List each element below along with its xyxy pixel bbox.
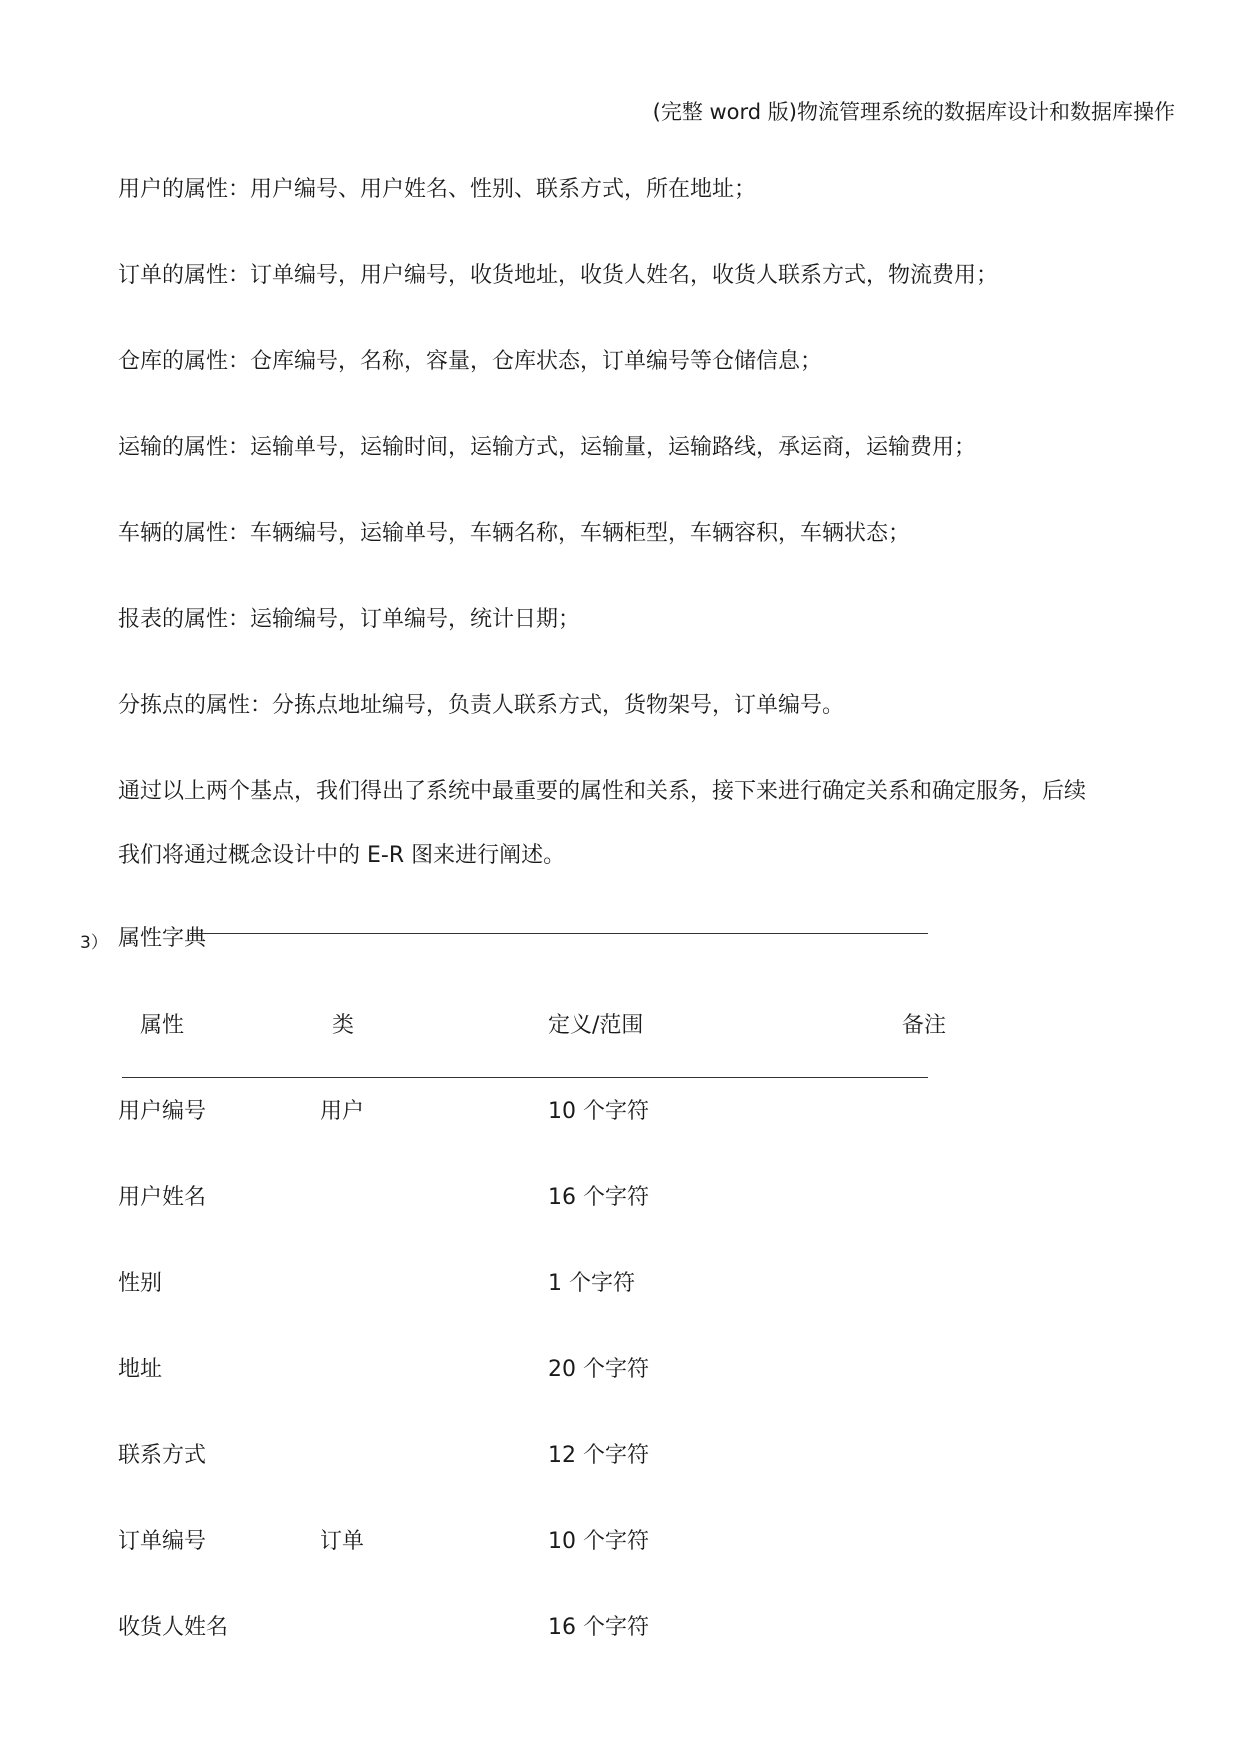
table-header-rule <box>122 1077 928 1078</box>
table-header-attribute: 属性 <box>140 1013 185 1038</box>
section-number: 3） <box>80 933 108 953</box>
table-cell-definition: 12 个字符 <box>548 1443 649 1468</box>
table-cell-definition: 20 个字符 <box>548 1357 649 1382</box>
table-cell-definition: 10 个字符 <box>548 1529 649 1554</box>
table-header-definition: 定义/范围 <box>548 1013 644 1038</box>
table-cell-attribute: 收货人姓名 <box>118 1615 229 1640</box>
table-cell-definition: 16 个字符 <box>548 1615 649 1640</box>
table-cell-definition: 16 个字符 <box>548 1185 649 1210</box>
table-cell-definition: 1 个字符 <box>548 1271 635 1296</box>
table-cell-class: 用户 <box>320 1099 365 1124</box>
table-cell-definition: 10 个字符 <box>548 1099 649 1124</box>
paragraph-vehicle-attributes: 车辆的属性：车辆编号，运输单号，车辆名称，车辆柜型，车辆容积，车辆状态； <box>118 521 911 546</box>
table-cell-class: 订单 <box>320 1529 365 1554</box>
paragraph-sorting-point-attributes: 分拣点的属性：分拣点地址编号，负责人联系方式，货物架号，订单编号。 <box>118 693 845 718</box>
paragraph-summary-line1: 通过以上两个基点，我们得出了系统中最重要的属性和关系，接下来进行确定关系和确定服务，后续 <box>118 779 1087 804</box>
table-cell-attribute: 联系方式 <box>118 1443 207 1468</box>
table-cell-attribute: 订单编号 <box>118 1529 207 1554</box>
paragraph-report-attributes: 报表的属性：运输编号，订单编号，统计日期； <box>118 607 581 632</box>
table-cell-attribute: 性别 <box>118 1271 163 1296</box>
table-top-rule <box>190 933 928 934</box>
table-header-class: 类 <box>332 1013 355 1038</box>
paragraph-summary-line2: 我们将通过概念设计中的 E-R 图来进行阐述。 <box>118 843 566 868</box>
paragraph-transport-attributes: 运输的属性：运输单号，运输时间，运输方式，运输量，运输路线，承运商，运输费用； <box>118 435 977 460</box>
table-cell-attribute: 用户姓名 <box>118 1185 207 1210</box>
paragraph-order-attributes: 订单的属性：订单编号，用户编号，收货地址，收货人姓名，收货人联系方式，物流费用； <box>118 263 999 288</box>
table-header-remark: 备注 <box>902 1013 947 1038</box>
paragraph-warehouse-attributes: 仓库的属性：仓库编号，名称，容量，仓库状态，订单编号等仓储信息； <box>118 349 823 374</box>
paragraph-user-attributes: 用户的属性：用户编号、用户姓名、性别、联系方式，所在地址； <box>118 177 757 202</box>
table-cell-attribute: 地址 <box>118 1357 163 1382</box>
page-header: (完整 word 版)物流管理系统的数据库设计和数据库操作 <box>652 100 1175 124</box>
section-title: 属性字典 <box>118 926 207 951</box>
table-cell-attribute: 用户编号 <box>118 1099 207 1124</box>
